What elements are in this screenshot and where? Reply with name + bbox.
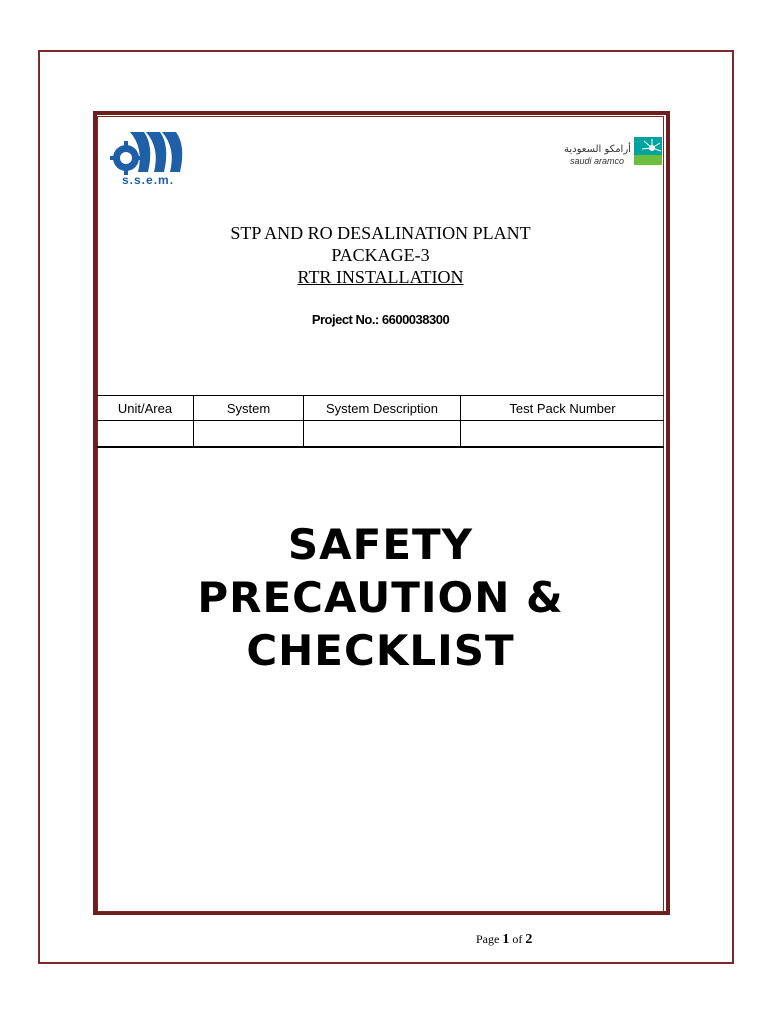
of-word: of <box>512 932 523 946</box>
total-pages: 2 <box>525 932 533 947</box>
header-unit-area: Unit/Area <box>97 396 194 421</box>
project-number: Project No.: 6600038300 <box>311 312 450 327</box>
page-number <box>476 932 532 948</box>
cell-system-description[interactable] <box>304 421 461 448</box>
project-title-block <box>97 222 664 288</box>
plant-name: STP AND RO DESALINATION PLANT <box>230 223 531 243</box>
document-title-line-1: SAFETY <box>287 520 474 569</box>
header-test-pack-number: Test Pack Number <box>461 396 665 421</box>
table-row <box>97 421 664 448</box>
document-title-line-3: CHECKLIST <box>246 626 515 675</box>
header-system-description: System Description <box>304 396 461 421</box>
cell-system[interactable] <box>194 421 304 448</box>
aramco-emblem-icon <box>634 137 662 165</box>
table-header-row <box>97 396 664 421</box>
ssem-wordmark: s.s.e.m. <box>122 173 175 187</box>
current-page: 1 <box>502 932 510 947</box>
package-name: PACKAGE-3 <box>331 245 430 265</box>
document-title <box>97 518 664 677</box>
document-title-line-2: PRECAUTION & <box>197 573 564 622</box>
aramco-arabic-wordmark: أرامكو السعودية <box>564 144 631 155</box>
header-system: System <box>194 396 304 421</box>
cell-test-pack-number[interactable] <box>461 421 665 448</box>
cell-unit-area[interactable] <box>97 421 194 448</box>
page-word: Page <box>476 932 500 946</box>
scope-name: RTR INSTALLATION <box>297 267 464 287</box>
aramco-latin-wordmark: saudi aramco <box>570 156 625 166</box>
test-pack-table <box>97 395 664 448</box>
